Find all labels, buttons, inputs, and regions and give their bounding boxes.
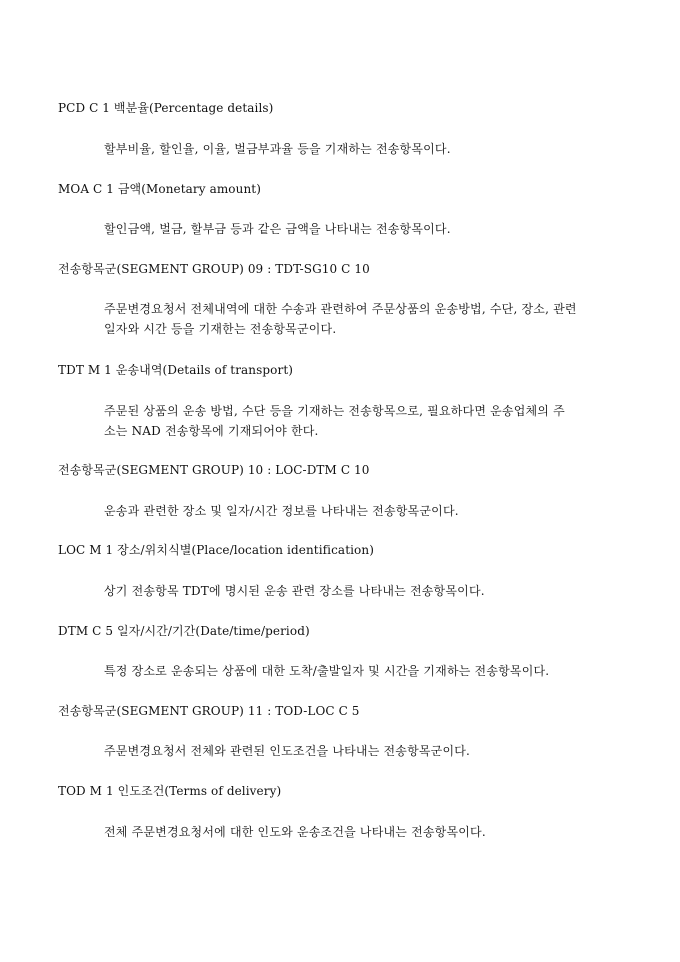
segment-group-description-11 [104, 741, 634, 761]
description-line: 할인금액, 벌금, 할부금 등과 같은 금액을 나타내는 전송항목이다. [104, 222, 451, 236]
description-line: 운송과 관련한 장소 및 일자/시간 정보를 나타내는 전송항목군이다. [104, 504, 459, 518]
description-line: 상기 전송항목 TDT에 명시된 운송 관련 장소를 나타내는 전송항목이다. [104, 584, 485, 598]
segment-group-description-09 [104, 299, 634, 339]
segment-heading-dtm: DTM C 5 일자/시간/기간(Date/time/period) [58, 624, 310, 638]
description-line: 일자와 시간 등을 기재한는 전송항목군이다. [104, 322, 337, 336]
description-line: 주문변경요청서 전체와 관련된 인도조건을 나타내는 전송항목군이다. [104, 744, 471, 758]
segment-description-dtm [104, 661, 634, 681]
description-line: 주문된 상품의 운송 방법, 수단 등을 기재하는 전송항목으로, 필요하다면 운송업체의 주 [104, 404, 565, 418]
segment-group-heading-11: 전송항목군(SEGMENT GROUP) 11 : TOD-LOC C 5 [58, 704, 360, 718]
description-line: 소는 NAD 전송항목에 기재되어야 한다. [104, 424, 319, 438]
description-line: 특정 장소로 운송되는 상품에 대한 도착/출발일자 및 시간을 기재하는 전송항목이다. [104, 664, 550, 678]
segment-heading-tod: TOD M 1 인도조건(Terms of delivery) [58, 784, 282, 798]
description-line: 주문변경요청서 전체내역에 대한 수송과 관련하여 주문상품의 운송방법, 수단, 장소, 관련 [104, 302, 577, 316]
segment-heading-pcd: PCD C 1 백분율(Percentage details) [58, 101, 274, 115]
segment-heading-tdt: TDT M 1 운송내역(Details of transport) [58, 363, 294, 377]
segment-group-description-10 [104, 501, 634, 521]
segment-group-heading-09: 전송항목군(SEGMENT GROUP) 09 : TDT-SG10 C 10 [58, 262, 370, 276]
segment-description-pcd [104, 139, 634, 159]
description-line: 전체 주문변경요청서에 대한 인도와 운송조건을 나타내는 전송항목이다. [104, 825, 486, 839]
description-line: 할부비율, 할인율, 이율, 벌금부과율 등을 기재하는 전송항목이다. [104, 142, 451, 156]
segment-description-tod [104, 822, 634, 842]
segment-description-loc [104, 581, 634, 601]
segment-heading-loc: LOC M 1 장소/위치식별(Place/location identification) [58, 543, 374, 557]
segment-description-tdt [104, 401, 634, 441]
segment-heading-moa: MOA C 1 금액(Monetary amount) [58, 182, 261, 196]
segment-group-heading-10: 전송항목군(SEGMENT GROUP) 10 : LOC-DTM C 10 [58, 463, 370, 477]
segment-description-moa [104, 219, 634, 239]
